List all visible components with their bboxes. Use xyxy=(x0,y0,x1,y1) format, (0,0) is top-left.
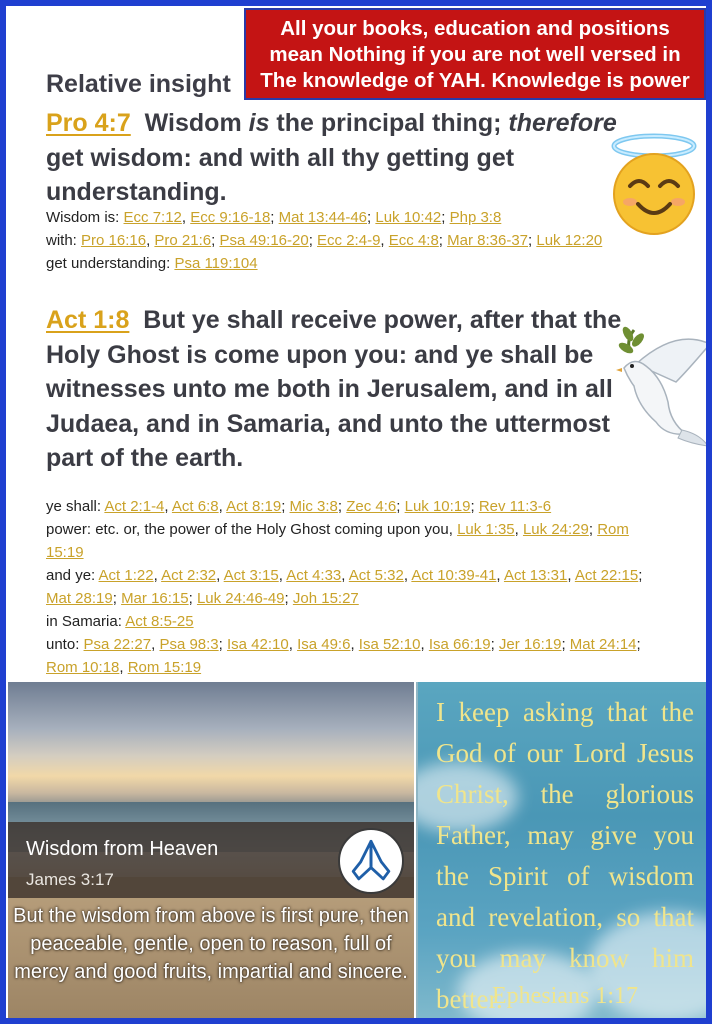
xref-link[interactable]: Act 8:5-25 xyxy=(125,613,194,630)
xref-link[interactable]: Psa 22:27 xyxy=(83,636,152,653)
cross-references-proverbs xyxy=(46,206,696,275)
ephesians-card xyxy=(416,682,706,1018)
xref-link[interactable]: Rom 15:19 xyxy=(46,521,629,561)
xref-link[interactable]: Mat 24:14 xyxy=(569,636,637,653)
xref-link[interactable]: Act 3:15 xyxy=(223,567,279,584)
praying-hands-icon xyxy=(338,828,404,894)
xref-link[interactable]: Mat 28:19 xyxy=(46,590,113,607)
xref-link[interactable]: Act 1:22 xyxy=(98,567,154,584)
xref-link[interactable]: Isa 42:10 xyxy=(227,636,289,653)
xref-link[interactable]: Psa 49:16-20 xyxy=(219,232,309,249)
xref-label: ye shall: xyxy=(46,498,105,515)
xref-link[interactable]: Rev 11:3-6 xyxy=(478,498,552,515)
verse-ref-link[interactable]: Pro 4:7 xyxy=(46,109,131,137)
xref-link[interactable]: Act 2:1-4 xyxy=(104,498,165,515)
xref-link[interactable]: Act 5:32 xyxy=(348,567,404,584)
xref-link[interactable]: Act 10:39-41 xyxy=(411,567,497,584)
xref-link[interactable]: Mic 3:8 xyxy=(289,498,338,515)
xref-link[interactable]: Zec 4:6 xyxy=(346,498,397,515)
warning-banner xyxy=(244,8,706,100)
xref-link[interactable]: Act 22:15 xyxy=(574,567,639,584)
xref-row: power: etc. or, the power of the Holy Ghost coming upon you, Luk 1:35, Luk 24:29; Rom 15:19 xyxy=(46,521,629,561)
verse-proverbs xyxy=(46,106,646,210)
xref-link[interactable]: Php 3:8 xyxy=(449,209,502,226)
xref-label: power: xyxy=(46,521,96,538)
xref-link[interactable]: Jer 16:19 xyxy=(498,636,562,653)
card-body-text: But the wisdom from above is first pure, then peaceable, gentle, open to reason, full of mercy and good fruits, impartial and sincere. xyxy=(13,905,409,983)
verse-acts xyxy=(46,303,646,476)
xref-link[interactable]: Ecc 9:16-18 xyxy=(190,209,271,226)
xref-note: etc. or, the power of the Holy Ghost coming upon you, xyxy=(95,521,458,538)
xref-link[interactable]: Ecc 2:4-9 xyxy=(317,232,381,249)
heading-relative-insight: Relative insight xyxy=(46,70,231,98)
xref-link[interactable]: Joh 15:27 xyxy=(292,590,359,607)
xref-link[interactable]: Isa 49:6 xyxy=(297,636,351,653)
xref-link[interactable]: Pro 21:6 xyxy=(154,232,212,249)
xref-link[interactable]: Pro 16:16 xyxy=(81,232,147,249)
dove-with-olive-branch-icon xyxy=(616,322,706,450)
cross-references-acts xyxy=(46,495,652,679)
xref-link[interactable]: Luk 10:19 xyxy=(404,498,471,515)
xref-link[interactable]: Mar 16:15 xyxy=(121,590,189,607)
banner-line-1: All your books, education and positions xyxy=(280,17,670,40)
xref-link[interactable]: Luk 12:20 xyxy=(536,232,603,249)
xref-link[interactable]: Act 13:31 xyxy=(503,567,568,584)
xref-row: unto: Psa 22:27, Psa 98:3; Isa 42:10, Isa 49:6, Isa 52:10, Isa 66:19; Jer 16:19; Mat 24:14; Rom 10:18, Rom 15:19 xyxy=(46,636,641,676)
xref-link[interactable]: Mar 8:36-37 xyxy=(447,232,529,249)
xref-row: Wisdom is: Ecc 7:12, Ecc 9:16-18; Mat 13:44-46; Luk 10:42; Php 3:8 xyxy=(46,209,502,226)
xref-link[interactable]: Rom 10:18 xyxy=(46,659,120,676)
xref-link[interactable]: Luk 24:29 xyxy=(522,521,589,538)
xref-row: with: Pro 16:16, Pro 21:6; Psa 49:16-20; Ecc 2:4-9, Ecc 4:8; Mar 8:36-37; Luk 12:20 xyxy=(46,232,603,249)
xref-link[interactable]: Psa 119:104 xyxy=(174,255,258,272)
banner-line-2: mean Nothing if you are not well versed in xyxy=(269,43,681,66)
verse-text: But ye shall receive power, after that the Holy Ghost is come upon you: and ye shall be witnesses unto me both in Jerusalem, and in all Judaea, and in Samaria, and unto the uttermost part of the earth. xyxy=(46,306,622,472)
xref-row: and ye: Act 1:22, Act 2:32, Act 3:15, Act 4:33, Act 5:32, Act 10:39-41, Act 13:31, Act 22:15; Mat 28:19; Mar 16:15; Luk 24:46-49; Joh 15:27 xyxy=(46,567,643,607)
verse-text-italic: is xyxy=(248,109,270,137)
xref-link[interactable]: Act 6:8 xyxy=(171,498,219,515)
verse-text-italic: therefore xyxy=(508,109,617,137)
xref-label: with: xyxy=(46,232,82,249)
xref-link[interactable]: Psa 98:3 xyxy=(159,636,219,653)
xref-label: in Samaria: xyxy=(46,613,126,630)
verse-text: Wisdom xyxy=(144,109,249,137)
verse-text: get wisdom: and with all thy getting get understanding. xyxy=(46,143,515,206)
verse-ref-link[interactable]: Act 1:8 xyxy=(46,306,130,334)
xref-label: get understanding: xyxy=(46,255,175,272)
xref-link[interactable]: Luk 10:42 xyxy=(375,209,442,226)
xref-label: Wisdom is: xyxy=(46,209,124,226)
xref-row: ye shall: Act 2:1-4, Act 6:8, Act 8:19; Mic 3:8; Zec 4:6; Luk 10:19; Rev 11:3-6 xyxy=(46,498,552,515)
card-reference: James 3:17 xyxy=(26,870,114,889)
card-title: Wisdom from Heaven xyxy=(26,838,219,860)
xref-link[interactable]: Ecc 4:8 xyxy=(388,232,439,249)
verse-text: the principal thing; xyxy=(269,109,509,137)
xref-row xyxy=(46,610,652,633)
banner-line-3: The knowledge of YAH. Knowledge is power xyxy=(260,69,690,92)
xref-link[interactable]: Act 8:19 xyxy=(226,498,282,515)
xref-link[interactable]: Ecc 7:12 xyxy=(123,209,182,226)
xref-link[interactable]: Isa 52:10 xyxy=(358,636,421,653)
page xyxy=(6,6,706,1018)
xref-link[interactable]: Act 2:32 xyxy=(161,567,217,584)
xref-link[interactable]: Mat 13:44-46 xyxy=(278,209,368,226)
xref-label: unto: xyxy=(46,636,84,653)
xref-link[interactable]: Luk 24:46-49 xyxy=(196,590,285,607)
xref-link[interactable]: Rom 15:19 xyxy=(127,659,202,676)
wisdom-from-heaven-card xyxy=(8,682,414,1018)
card-reference: Ephesians 1:17 xyxy=(492,983,638,1009)
xref-row xyxy=(46,252,696,275)
card-body-text: I keep asking that the God of our Lord Jesus Christ, the glorious Father, may give you the Spirit of wisdom and revelation, so that you may know him better. xyxy=(436,697,694,1014)
xref-label: and ye: xyxy=(46,567,99,584)
xref-link[interactable]: Act 4:33 xyxy=(286,567,342,584)
xref-link[interactable]: Luk 1:35 xyxy=(457,521,515,538)
xref-link[interactable]: Isa 66:19 xyxy=(428,636,491,653)
